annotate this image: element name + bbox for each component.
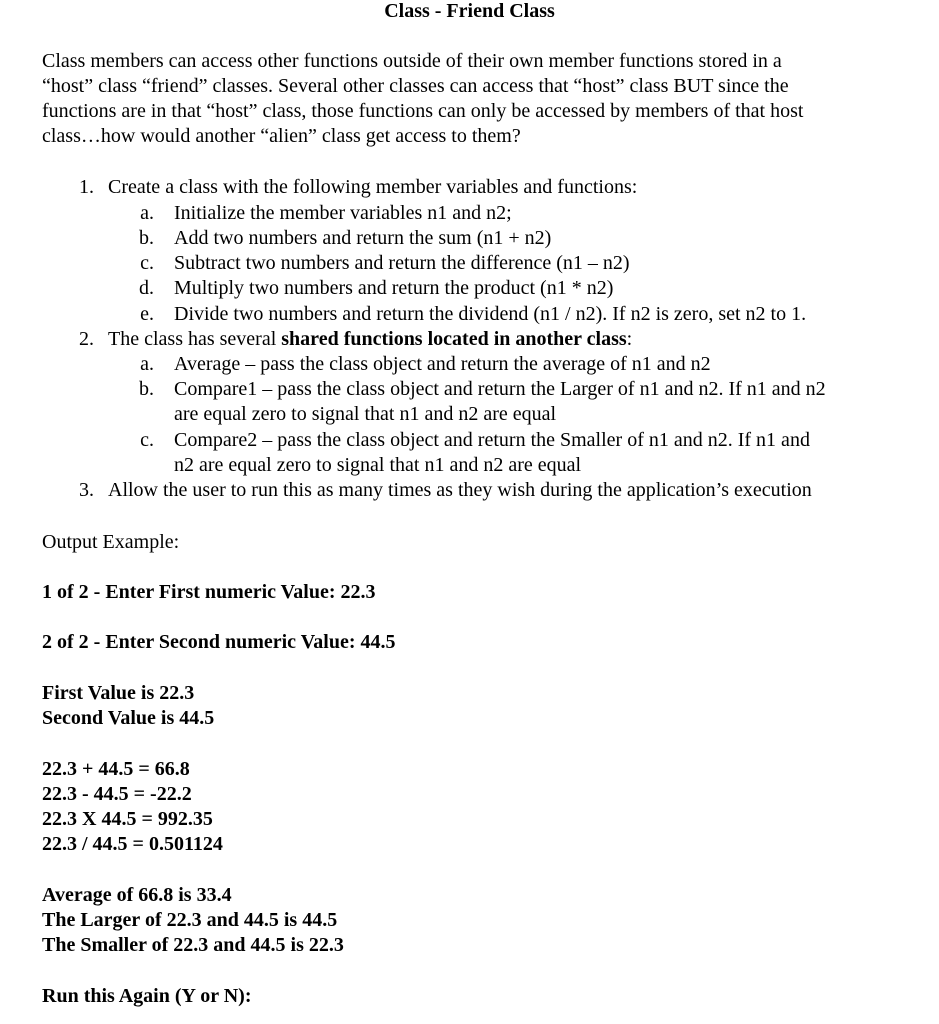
sub-item-text: Initialize the member variables n1 and n2; <box>174 202 512 224</box>
run-again-prompt: Run this Again (Y or N): <box>42 985 252 1007</box>
list-item-text: Create a class with the following member variables and functions: <box>108 176 638 198</box>
page-title: Class - Friend Class <box>384 0 555 22</box>
sub-item-text: Divide two numbers and return the dividend (n1 / n2). If n2 is zero, set n2 to 1. <box>174 303 807 325</box>
intro-line: “host” class “friend” classes. Several other classes can access that “host” class BUT since the <box>42 75 789 97</box>
list-marker: 3. <box>79 479 94 501</box>
sub-item-text: Subtract two numbers and return the difference (n1 – n2) <box>174 252 630 274</box>
sub-item-marker: c. <box>140 429 154 451</box>
sub-item-text: are equal zero to signal that n1 and n2 are equal <box>174 403 557 425</box>
sub-item-marker: d. <box>139 277 154 299</box>
sub-item-marker: e. <box>140 303 154 325</box>
prompt-second-value: 2 of 2 - Enter Second numeric Value: 44.5 <box>42 631 396 653</box>
output-heading: Output Example: <box>42 531 180 553</box>
prompt-first-value: 1 of 2 - Enter First numeric Value: 22.3 <box>42 581 376 603</box>
list-item-text <box>108 327 632 351</box>
output-line: 22.3 / 44.5 = 0.501124 <box>42 833 223 855</box>
output-line: 22.3 X 44.5 = 992.35 <box>42 808 213 830</box>
sub-item-text: Average – pass the class object and return the average of n1 and n2 <box>174 353 711 375</box>
sub-item-text: Add two numbers and return the sum (n1 + n2) <box>174 227 552 249</box>
output-line: 22.3 + 44.5 = 66.8 <box>42 758 190 780</box>
output-line: Second Value is 44.5 <box>42 707 215 729</box>
sub-item-marker: b. <box>139 378 154 400</box>
list-item-text: Allow the user to run this as many times as they wish during the application’s execution <box>108 479 812 501</box>
sub-item-text: Compare1 – pass the class object and return the Larger of n1 and n2. If n1 and n2 <box>174 378 826 400</box>
output-line: The Smaller of 22.3 and 44.5 is 22.3 <box>42 934 344 956</box>
sub-item-text: Multiply two numbers and return the product (n1 * n2) <box>174 277 614 299</box>
list-item-text-bold: shared functions located in another class <box>281 328 627 350</box>
list-item-text-end: : <box>626 328 633 350</box>
intro-line: functions are in that “host” class, those functions can only be accessed by members of that host <box>42 100 804 122</box>
sub-item-marker: a. <box>140 202 154 224</box>
output-line: The Larger of 22.3 and 44.5 is 44.5 <box>42 909 338 931</box>
sub-item-marker: b. <box>139 227 154 249</box>
sub-item-marker: c. <box>140 252 154 274</box>
sub-item-text: n2 are equal zero to signal that n1 and n2 are equal <box>174 454 582 476</box>
list-item-text-plain: The class has several <box>108 328 282 350</box>
sub-item-marker: a. <box>140 353 154 375</box>
intro-line: class…how would another “alien” class get access to them? <box>42 125 521 147</box>
list-marker: 1. <box>79 176 94 198</box>
sub-item-text: Compare2 – pass the class object and return the Smaller of n1 and n2. If n1 and <box>174 429 810 451</box>
output-line: 22.3 - 44.5 = -22.2 <box>42 783 192 805</box>
intro-line: Class members can access other functions outside of their own member functions stored in a <box>42 50 782 72</box>
output-line: Average of 66.8 is 33.4 <box>42 884 232 906</box>
output-line: First Value is 22.3 <box>42 682 195 704</box>
list-marker: 2. <box>79 328 94 350</box>
